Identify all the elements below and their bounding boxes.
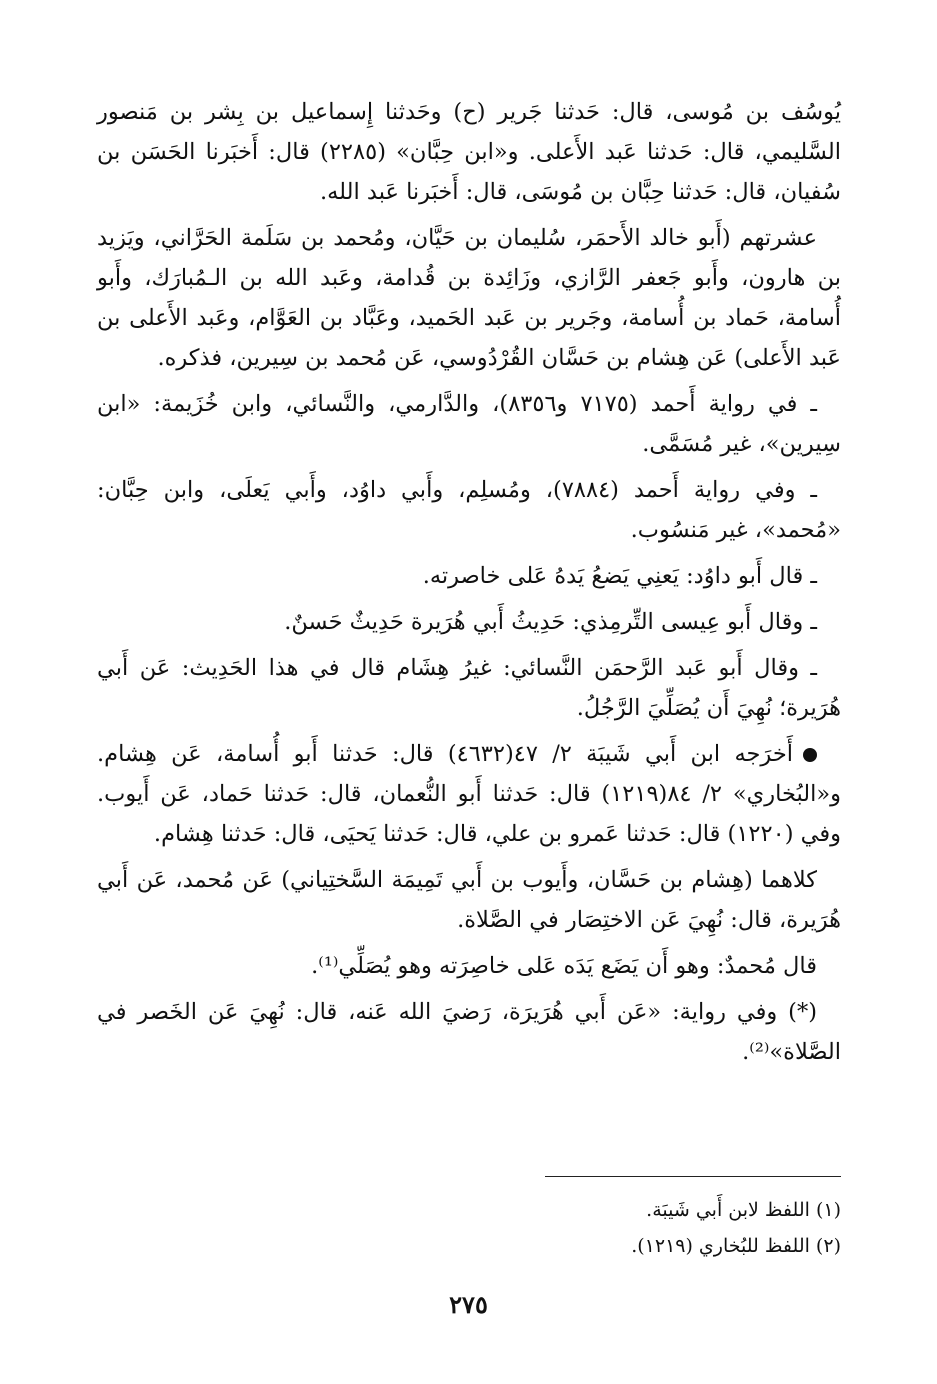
footnote-2: (٢) اللفظ للبُخاري (١٢١٩).: [631, 1235, 841, 1257]
page-number: ٢٧٥: [449, 1290, 488, 1319]
main-text: [97, 92, 841, 1078]
paragraph-kilahuma: كلاهما (هِشام بن حَسَّان، وأَيوب بن أَبي تَمِيمَة السَّختِياني) عَن مُحمد، عَن أَبي هُرَيرة، قال: نُهِيَ عَن الاختِصَار في الصَّلاة.: [97, 867, 841, 933]
paragraph-isnad-continuation: يُوسُف بن مُوسى، قال: حَدثنا جَرير (ح) وحَدثنا إِسماعيل بن بِشر بن مَنصور السَّليمي، قال: حَدثنا عَبد الأَعلى. و«ابن حِبَّان» (٢٢٨٥) قال: أَخبَرنا الحَسَن بن سُفيان، قال: حَدثنا حِبَّان بن مُوسَى، قال: أَخبَرنا عَبد الله.: [97, 99, 841, 205]
paragraph-takhrij: [97, 734, 841, 854]
paragraph-riwaya-ibn-sirin: ـ في رواية أَحمد (٧١٧٥ و٨٣٥٦)، والدَّارمي، والنَّسائي، وابن خُزَيمة: «ابن سِيرين»، غير مُسَمَّى.: [97, 391, 841, 457]
bullet-icon: [803, 748, 817, 762]
footnote-1: (١) اللفظ لابن أَبي شَيبَة.: [646, 1199, 841, 1221]
paragraph-other-riwaya: (*) وفي رواية: «عَن أَبي هُرَيرَة، رَضيَ الله عَنه، قال: نُهِيَ عَن الخَصر في الصَّلاة»⁽²⁾.: [97, 999, 841, 1065]
paragraph-tirmidhi: ـ وقال أَبو عِيسى التِّرمِذي: حَدِيثُ أَبي هُرَيرة حَدِيثٌ حَسنٌ.: [284, 609, 817, 635]
footnotes: [97, 1192, 841, 1264]
paragraph-abu-dawud: ـ قال أَبو داوُد: يَعنِي يَضعُ يَدهُ عَلى خاصرته.: [422, 563, 817, 589]
paragraph-qala-muhammad: قال مُحمدٌ: وهو أَن يَضَع يَدَه عَلى خاصِرَته وهو يُصَلِّي⁽¹⁾.: [311, 953, 817, 979]
paragraph-narrators: عشرتهم (أَبو خالد الأَحمَر، سُليمان بن حَيَّان، ومُحمد بن سَلَمة الحَرَّاني، ويَزيد بن هارون، وأَبو جَعفر الرَّازي، وزَائِدة بن قُدامة، وعَبد الله بن الـمُبارَك، وأَبو أُسامة، حَماد بن أُسامة، وجَرير بن عَبد الحَميد، وعَبَّاد بن العَوَّام، وعَبد الأَعلى بن عَبد الأَعلى) عَن هِشام بن حَسَّان القُرْدُوسي، عَن مُحمد بن سِيرين، فذكره.: [97, 225, 841, 371]
paragraph-nasai: ـ وقال أَبو عَبد الرَّحمَن النَّسائي: غيرُ هِشَام قال في هذا الحَدِيث: عَن أَبي هُرَيرة؛ نُهِيَ أَن يُصَلِّيَ الرَّجُلُ.: [97, 655, 841, 721]
takhrij-text: أَخرَجه ابن أَبي شَيبَة ٢/ ٤٧(٤٦٣٢) قال: حَدثنا أَبو أُسامة، عَن هِشام. و«البُخاري» ٢/ ٨٤(١٢١٩) قال: حَدثنا أَبو النُّعمان، قال: حَدثنا حَماد، عَن أَيوب. وفي (١٢٢٠) قال: حَدثنا عَمرو بن علي، قال: حَدثنا يَحيَى، قال: حَدثنا هِشام.: [97, 741, 841, 847]
paragraph-riwaya-muhammad: ـ وفي رواية أَحمد (٧٨٨٤)، ومُسلِم، وأَبي داوُد، وأَبي يَعلَى، وابن حِبَّان: «مُحمد»، غير مَنسُوب.: [97, 477, 841, 543]
footnote-divider: [545, 1176, 841, 1177]
